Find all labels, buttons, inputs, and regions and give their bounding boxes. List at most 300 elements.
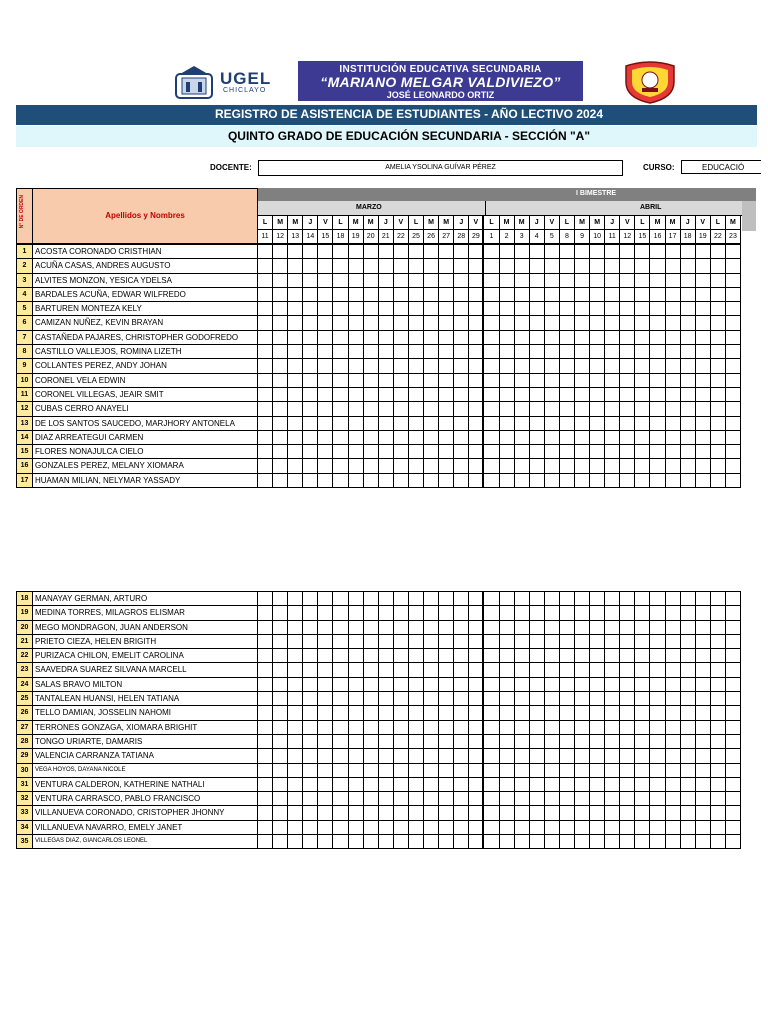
attendance-cell[interactable] <box>303 735 318 749</box>
attendance-cell[interactable] <box>349 635 364 649</box>
attendance-cell[interactable] <box>258 592 273 606</box>
attendance-cell[interactable] <box>469 692 484 706</box>
attendance-cell[interactable] <box>273 388 288 402</box>
attendance-cell[interactable] <box>258 749 273 763</box>
attendance-cell[interactable] <box>726 359 741 373</box>
attendance-cell[interactable] <box>620 806 635 820</box>
attendance-cell[interactable] <box>409 621 424 635</box>
attendance-cell[interactable] <box>696 778 711 792</box>
attendance-cell[interactable] <box>469 721 484 735</box>
attendance-cell[interactable] <box>635 635 650 649</box>
attendance-cell[interactable] <box>409 764 424 778</box>
attendance-cell[interactable] <box>439 316 454 330</box>
attendance-cell[interactable] <box>590 259 605 273</box>
attendance-cell[interactable] <box>530 259 545 273</box>
attendance-cell[interactable] <box>409 316 424 330</box>
attendance-cell[interactable] <box>650 359 665 373</box>
attendance-cell[interactable] <box>681 764 696 778</box>
attendance-cell[interactable] <box>575 735 590 749</box>
attendance-cell[interactable] <box>530 459 545 473</box>
attendance-cell[interactable] <box>288 663 303 677</box>
attendance-cell[interactable] <box>273 764 288 778</box>
attendance-cell[interactable] <box>650 592 665 606</box>
attendance-cell[interactable] <box>288 402 303 416</box>
attendance-cell[interactable] <box>650 749 665 763</box>
attendance-cell[interactable] <box>379 792 394 806</box>
attendance-cell[interactable] <box>469 331 484 345</box>
attendance-cell[interactable] <box>333 678 348 692</box>
attendance-cell[interactable] <box>530 821 545 835</box>
attendance-cell[interactable] <box>666 778 681 792</box>
attendance-cell[interactable] <box>575 445 590 459</box>
attendance-cell[interactable] <box>258 635 273 649</box>
attendance-cell[interactable] <box>590 417 605 431</box>
attendance-cell[interactable] <box>439 706 454 720</box>
attendance-cell[interactable] <box>681 606 696 620</box>
attendance-cell[interactable] <box>454 606 469 620</box>
attendance-cell[interactable] <box>273 374 288 388</box>
attendance-cell[interactable] <box>696 431 711 445</box>
attendance-cell[interactable] <box>303 245 318 259</box>
attendance-cell[interactable] <box>575 316 590 330</box>
attendance-cell[interactable] <box>726 606 741 620</box>
attendance-cell[interactable] <box>650 821 665 835</box>
attendance-cell[interactable] <box>379 606 394 620</box>
attendance-cell[interactable] <box>635 259 650 273</box>
attendance-cell[interactable] <box>349 388 364 402</box>
attendance-cell[interactable] <box>711 417 726 431</box>
attendance-cell[interactable] <box>620 663 635 677</box>
attendance-cell[interactable] <box>469 749 484 763</box>
attendance-cell[interactable] <box>409 606 424 620</box>
attendance-cell[interactable] <box>333 417 348 431</box>
attendance-cell[interactable] <box>530 735 545 749</box>
attendance-cell[interactable] <box>726 649 741 663</box>
attendance-cell[interactable] <box>439 417 454 431</box>
attendance-cell[interactable] <box>409 431 424 445</box>
attendance-cell[interactable] <box>258 402 273 416</box>
attendance-cell[interactable] <box>515 606 530 620</box>
attendance-cell[interactable] <box>605 316 620 330</box>
attendance-cell[interactable] <box>575 431 590 445</box>
attendance-cell[interactable] <box>409 692 424 706</box>
attendance-cell[interactable] <box>364 735 379 749</box>
attendance-cell[interactable] <box>696 835 711 849</box>
attendance-cell[interactable] <box>484 302 499 316</box>
attendance-cell[interactable] <box>575 374 590 388</box>
attendance-cell[interactable] <box>500 459 515 473</box>
attendance-cell[interactable] <box>484 721 499 735</box>
attendance-cell[interactable] <box>288 316 303 330</box>
attendance-cell[interactable] <box>515 706 530 720</box>
attendance-cell[interactable] <box>273 316 288 330</box>
attendance-cell[interactable] <box>273 459 288 473</box>
attendance-cell[interactable] <box>318 792 333 806</box>
attendance-cell[interactable] <box>333 474 348 488</box>
attendance-cell[interactable] <box>454 806 469 820</box>
attendance-cell[interactable] <box>303 792 318 806</box>
attendance-cell[interactable] <box>439 835 454 849</box>
attendance-cell[interactable] <box>364 635 379 649</box>
attendance-cell[interactable] <box>726 621 741 635</box>
attendance-cell[interactable] <box>681 274 696 288</box>
attendance-cell[interactable] <box>575 764 590 778</box>
attendance-cell[interactable] <box>635 417 650 431</box>
attendance-cell[interactable] <box>318 649 333 663</box>
attendance-cell[interactable] <box>318 459 333 473</box>
attendance-cell[interactable] <box>409 649 424 663</box>
attendance-cell[interactable] <box>500 245 515 259</box>
attendance-cell[interactable] <box>333 792 348 806</box>
attendance-cell[interactable] <box>666 402 681 416</box>
attendance-cell[interactable] <box>620 706 635 720</box>
attendance-cell[interactable] <box>469 402 484 416</box>
attendance-cell[interactable] <box>575 245 590 259</box>
attendance-cell[interactable] <box>424 316 439 330</box>
attendance-cell[interactable] <box>394 259 409 273</box>
attendance-cell[interactable] <box>726 592 741 606</box>
attendance-cell[interactable] <box>605 402 620 416</box>
attendance-cell[interactable] <box>620 606 635 620</box>
attendance-cell[interactable] <box>484 635 499 649</box>
attendance-cell[interactable] <box>439 459 454 473</box>
attendance-cell[interactable] <box>379 245 394 259</box>
attendance-cell[interactable] <box>454 445 469 459</box>
attendance-cell[interactable] <box>303 649 318 663</box>
attendance-cell[interactable] <box>333 778 348 792</box>
attendance-cell[interactable] <box>318 402 333 416</box>
attendance-cell[interactable] <box>394 445 409 459</box>
attendance-cell[interactable] <box>424 402 439 416</box>
attendance-cell[interactable] <box>711 764 726 778</box>
attendance-cell[interactable] <box>439 621 454 635</box>
attendance-cell[interactable] <box>318 764 333 778</box>
attendance-cell[interactable] <box>666 606 681 620</box>
attendance-cell[interactable] <box>590 663 605 677</box>
attendance-cell[interactable] <box>288 649 303 663</box>
attendance-cell[interactable] <box>605 431 620 445</box>
attendance-cell[interactable] <box>666 692 681 706</box>
attendance-cell[interactable] <box>454 474 469 488</box>
attendance-cell[interactable] <box>333 835 348 849</box>
attendance-cell[interactable] <box>681 721 696 735</box>
attendance-cell[interactable] <box>364 445 379 459</box>
attendance-cell[interactable] <box>409 778 424 792</box>
attendance-cell[interactable] <box>484 706 499 720</box>
attendance-cell[interactable] <box>454 649 469 663</box>
attendance-cell[interactable] <box>530 649 545 663</box>
attendance-cell[interactable] <box>364 316 379 330</box>
attendance-cell[interactable] <box>469 606 484 620</box>
attendance-cell[interactable] <box>303 431 318 445</box>
attendance-cell[interactable] <box>349 778 364 792</box>
attendance-cell[interactable] <box>469 345 484 359</box>
attendance-cell[interactable] <box>454 402 469 416</box>
attendance-cell[interactable] <box>409 374 424 388</box>
attendance-cell[interactable] <box>273 749 288 763</box>
attendance-cell[interactable] <box>318 445 333 459</box>
attendance-cell[interactable] <box>726 792 741 806</box>
attendance-cell[interactable] <box>500 806 515 820</box>
attendance-cell[interactable] <box>303 459 318 473</box>
attendance-cell[interactable] <box>500 606 515 620</box>
attendance-cell[interactable] <box>545 692 560 706</box>
attendance-cell[interactable] <box>575 649 590 663</box>
attendance-cell[interactable] <box>515 778 530 792</box>
attendance-cell[interactable] <box>318 274 333 288</box>
attendance-cell[interactable] <box>349 431 364 445</box>
attendance-cell[interactable] <box>666 459 681 473</box>
attendance-cell[interactable] <box>696 331 711 345</box>
attendance-cell[interactable] <box>439 431 454 445</box>
attendance-cell[interactable] <box>349 792 364 806</box>
attendance-cell[interactable] <box>303 445 318 459</box>
attendance-cell[interactable] <box>545 374 560 388</box>
attendance-cell[interactable] <box>620 431 635 445</box>
attendance-cell[interactable] <box>364 649 379 663</box>
attendance-cell[interactable] <box>273 345 288 359</box>
attendance-cell[interactable] <box>333 316 348 330</box>
attendance-cell[interactable] <box>258 245 273 259</box>
attendance-cell[interactable] <box>635 274 650 288</box>
attendance-cell[interactable] <box>681 417 696 431</box>
attendance-cell[interactable] <box>635 374 650 388</box>
attendance-cell[interactable] <box>409 388 424 402</box>
attendance-cell[interactable] <box>620 302 635 316</box>
attendance-cell[interactable] <box>318 606 333 620</box>
attendance-cell[interactable] <box>545 821 560 835</box>
attendance-cell[interactable] <box>454 388 469 402</box>
attendance-cell[interactable] <box>560 649 575 663</box>
attendance-cell[interactable] <box>666 374 681 388</box>
attendance-cell[interactable] <box>333 359 348 373</box>
attendance-cell[interactable] <box>590 635 605 649</box>
attendance-cell[interactable] <box>560 749 575 763</box>
attendance-cell[interactable] <box>500 821 515 835</box>
attendance-cell[interactable] <box>469 806 484 820</box>
attendance-cell[interactable] <box>696 621 711 635</box>
attendance-cell[interactable] <box>681 388 696 402</box>
attendance-cell[interactable] <box>349 806 364 820</box>
attendance-cell[interactable] <box>273 806 288 820</box>
attendance-cell[interactable] <box>454 259 469 273</box>
attendance-cell[interactable] <box>333 764 348 778</box>
attendance-cell[interactable] <box>333 621 348 635</box>
attendance-cell[interactable] <box>454 592 469 606</box>
attendance-cell[interactable] <box>500 474 515 488</box>
attendance-cell[interactable] <box>484 606 499 620</box>
attendance-cell[interactable] <box>560 592 575 606</box>
attendance-cell[interactable] <box>454 288 469 302</box>
attendance-cell[interactable] <box>288 792 303 806</box>
attendance-cell[interactable] <box>469 621 484 635</box>
attendance-cell[interactable] <box>258 345 273 359</box>
attendance-cell[interactable] <box>364 678 379 692</box>
attendance-cell[interactable] <box>409 302 424 316</box>
attendance-cell[interactable] <box>500 663 515 677</box>
attendance-cell[interactable] <box>620 621 635 635</box>
attendance-cell[interactable] <box>288 835 303 849</box>
attendance-cell[interactable] <box>379 692 394 706</box>
attendance-cell[interactable] <box>635 592 650 606</box>
attendance-cell[interactable] <box>379 388 394 402</box>
attendance-cell[interactable] <box>484 764 499 778</box>
attendance-cell[interactable] <box>711 663 726 677</box>
attendance-cell[interactable] <box>530 692 545 706</box>
attendance-cell[interactable] <box>545 806 560 820</box>
attendance-cell[interactable] <box>318 806 333 820</box>
attendance-cell[interactable] <box>379 806 394 820</box>
attendance-cell[interactable] <box>590 431 605 445</box>
attendance-cell[interactable] <box>726 459 741 473</box>
attendance-cell[interactable] <box>545 345 560 359</box>
attendance-cell[interactable] <box>349 288 364 302</box>
attendance-cell[interactable] <box>303 749 318 763</box>
attendance-cell[interactable] <box>439 288 454 302</box>
attendance-cell[interactable] <box>530 835 545 849</box>
attendance-cell[interactable] <box>273 706 288 720</box>
attendance-cell[interactable] <box>394 735 409 749</box>
attendance-cell[interactable] <box>605 649 620 663</box>
attendance-cell[interactable] <box>590 302 605 316</box>
attendance-cell[interactable] <box>454 678 469 692</box>
attendance-cell[interactable] <box>303 663 318 677</box>
attendance-cell[interactable] <box>409 288 424 302</box>
attendance-cell[interactable] <box>333 592 348 606</box>
attendance-cell[interactable] <box>515 345 530 359</box>
attendance-cell[interactable] <box>439 764 454 778</box>
attendance-cell[interactable] <box>726 431 741 445</box>
attendance-cell[interactable] <box>620 445 635 459</box>
attendance-cell[interactable] <box>318 735 333 749</box>
attendance-cell[interactable] <box>364 778 379 792</box>
attendance-cell[interactable] <box>364 259 379 273</box>
attendance-cell[interactable] <box>394 606 409 620</box>
attendance-cell[interactable] <box>590 621 605 635</box>
attendance-cell[interactable] <box>635 288 650 302</box>
attendance-cell[interactable] <box>379 331 394 345</box>
attendance-cell[interactable] <box>635 331 650 345</box>
attendance-cell[interactable] <box>500 388 515 402</box>
attendance-cell[interactable] <box>530 431 545 445</box>
attendance-cell[interactable] <box>454 621 469 635</box>
attendance-cell[interactable] <box>575 402 590 416</box>
attendance-cell[interactable] <box>303 835 318 849</box>
attendance-cell[interactable] <box>530 445 545 459</box>
attendance-cell[interactable] <box>620 692 635 706</box>
attendance-cell[interactable] <box>530 274 545 288</box>
attendance-cell[interactable] <box>349 274 364 288</box>
attendance-cell[interactable] <box>635 692 650 706</box>
attendance-cell[interactable] <box>439 806 454 820</box>
attendance-cell[interactable] <box>379 835 394 849</box>
attendance-cell[interactable] <box>681 621 696 635</box>
attendance-cell[interactable] <box>349 821 364 835</box>
attendance-cell[interactable] <box>364 302 379 316</box>
attendance-cell[interactable] <box>394 388 409 402</box>
attendance-cell[interactable] <box>620 259 635 273</box>
attendance-cell[interactable] <box>484 749 499 763</box>
attendance-cell[interactable] <box>333 721 348 735</box>
attendance-cell[interactable] <box>364 288 379 302</box>
attendance-cell[interactable] <box>424 359 439 373</box>
attendance-cell[interactable] <box>560 259 575 273</box>
attendance-cell[interactable] <box>288 445 303 459</box>
attendance-cell[interactable] <box>575 778 590 792</box>
attendance-cell[interactable] <box>379 649 394 663</box>
attendance-cell[interactable] <box>681 806 696 820</box>
attendance-cell[interactable] <box>590 402 605 416</box>
attendance-cell[interactable] <box>258 359 273 373</box>
attendance-cell[interactable] <box>681 316 696 330</box>
attendance-cell[interactable] <box>605 245 620 259</box>
attendance-cell[interactable] <box>424 259 439 273</box>
attendance-cell[interactable] <box>545 445 560 459</box>
attendance-cell[interactable] <box>349 721 364 735</box>
attendance-cell[interactable] <box>711 678 726 692</box>
attendance-cell[interactable] <box>303 274 318 288</box>
attendance-cell[interactable] <box>288 692 303 706</box>
attendance-cell[interactable] <box>409 821 424 835</box>
attendance-cell[interactable] <box>590 445 605 459</box>
attendance-cell[interactable] <box>500 635 515 649</box>
attendance-cell[interactable] <box>500 621 515 635</box>
attendance-cell[interactable] <box>620 374 635 388</box>
attendance-cell[interactable] <box>364 474 379 488</box>
attendance-cell[interactable] <box>409 345 424 359</box>
attendance-cell[interactable] <box>515 649 530 663</box>
attendance-cell[interactable] <box>696 359 711 373</box>
attendance-cell[interactable] <box>484 778 499 792</box>
attendance-cell[interactable] <box>620 345 635 359</box>
attendance-cell[interactable] <box>349 663 364 677</box>
attendance-cell[interactable] <box>273 678 288 692</box>
attendance-cell[interactable] <box>650 288 665 302</box>
attendance-cell[interactable] <box>590 592 605 606</box>
attendance-cell[interactable] <box>333 402 348 416</box>
attendance-cell[interactable] <box>439 778 454 792</box>
attendance-cell[interactable] <box>333 749 348 763</box>
attendance-cell[interactable] <box>620 649 635 663</box>
attendance-cell[interactable] <box>364 792 379 806</box>
attendance-cell[interactable] <box>620 792 635 806</box>
attendance-cell[interactable] <box>590 316 605 330</box>
attendance-cell[interactable] <box>318 592 333 606</box>
attendance-cell[interactable] <box>620 474 635 488</box>
attendance-cell[interactable] <box>666 764 681 778</box>
attendance-cell[interactable] <box>318 721 333 735</box>
attendance-cell[interactable] <box>560 359 575 373</box>
attendance-cell[interactable] <box>666 806 681 820</box>
attendance-cell[interactable] <box>681 459 696 473</box>
attendance-cell[interactable] <box>364 374 379 388</box>
attendance-cell[interactable] <box>424 388 439 402</box>
attendance-cell[interactable] <box>394 706 409 720</box>
attendance-cell[interactable] <box>545 592 560 606</box>
attendance-cell[interactable] <box>711 735 726 749</box>
attendance-cell[interactable] <box>681 821 696 835</box>
attendance-cell[interactable] <box>303 635 318 649</box>
attendance-cell[interactable] <box>258 331 273 345</box>
attendance-cell[interactable] <box>273 721 288 735</box>
attendance-cell[interactable] <box>590 345 605 359</box>
attendance-cell[interactable] <box>605 678 620 692</box>
attendance-cell[interactable] <box>726 345 741 359</box>
attendance-cell[interactable] <box>620 835 635 849</box>
attendance-cell[interactable] <box>515 388 530 402</box>
attendance-cell[interactable] <box>303 778 318 792</box>
attendance-cell[interactable] <box>439 331 454 345</box>
